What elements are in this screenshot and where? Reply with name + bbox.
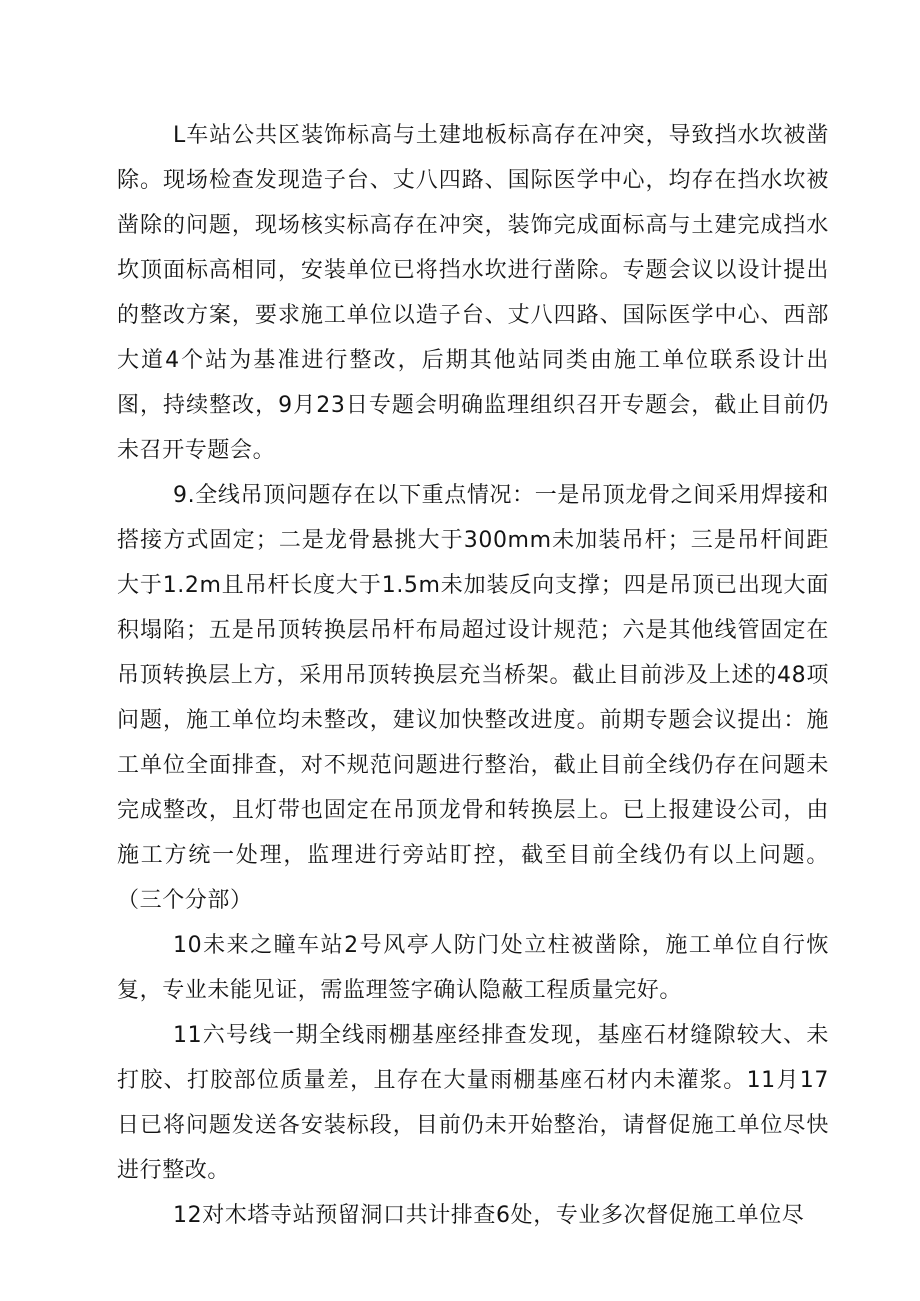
paragraph-column-removal: 10未来之瞳车站2号风亭人防门处立柱被凿除，施工单位自行恢复，专业未能见证，需监理签字确认隐蔽工程质量完好。: [117, 933, 829, 1003]
document-body: [117, 113, 829, 1238]
paragraph-ceiling-issues: 9.全线吊顶问题存在以下重点情况：一是吊顶龙骨之间采用焊接和搭接方式固定；二是龙骨悬挑大于300mm未加装吊杆；三是吊杆间距大于1.2m且吊杆长度大于1.5m未加装反向支撑；四是吊顶已出现大面积塌陷；五是吊顶转换层吊杆布局超过设计规范；六是其他线管固定在吊顶转换层上方，采用吊顶转换层充当桥架。截止目前涉及上述的48项问题，施工单位均未整改，建议加快整改进度。前期专题会议提出：施工单位全面排查，对不规范问题进行整治，截止目前全线仍存在问题未完成整改，且灯带也固定在吊顶龙骨和转换层上。已上报建设公司，由施工方统一处理，监理进行旁站盯控，截至目前全线仍有以上问题。（三个分部）: [117, 483, 829, 913]
paragraph-reserved-openings: 12对木塔寺站预留洞口共计排查6处，专业多次督促施工单位尽: [173, 1203, 805, 1228]
paragraph-canopy-base: 11六号线一期全线雨棚基座经排查发现，基座石材缝隙较大、未打胶、打胶部位质量差，且存在大量雨棚基座石材内未灌浆。11月17日已将问题发送各安装标段，目前仍未开始整治，请督促施工单位尽快进行整改。: [117, 1023, 829, 1183]
paragraph-water-barrier: L车站公共区装饰标高与土建地板标高存在冲突，导致挡水坎被凿除。现场检查发现造子台、丈八四路、国际医学中心，均存在挡水坎被凿除的问题，现场核实标高存在冲突，装饰完成面标高与土建完成挡水坎顶面标高相同，安装单位已将挡水坎进行凿除。专题会议以设计提出的整改方案，要求施工单位以造子台、丈八四路、国际医学中心、西部大道4个站为基准进行整改，后期其他站同类由施工单位联系设计出图，持续整改，9月23日专题会明确监理组织召开专题会，截止目前仍未召开专题会。: [117, 123, 829, 463]
